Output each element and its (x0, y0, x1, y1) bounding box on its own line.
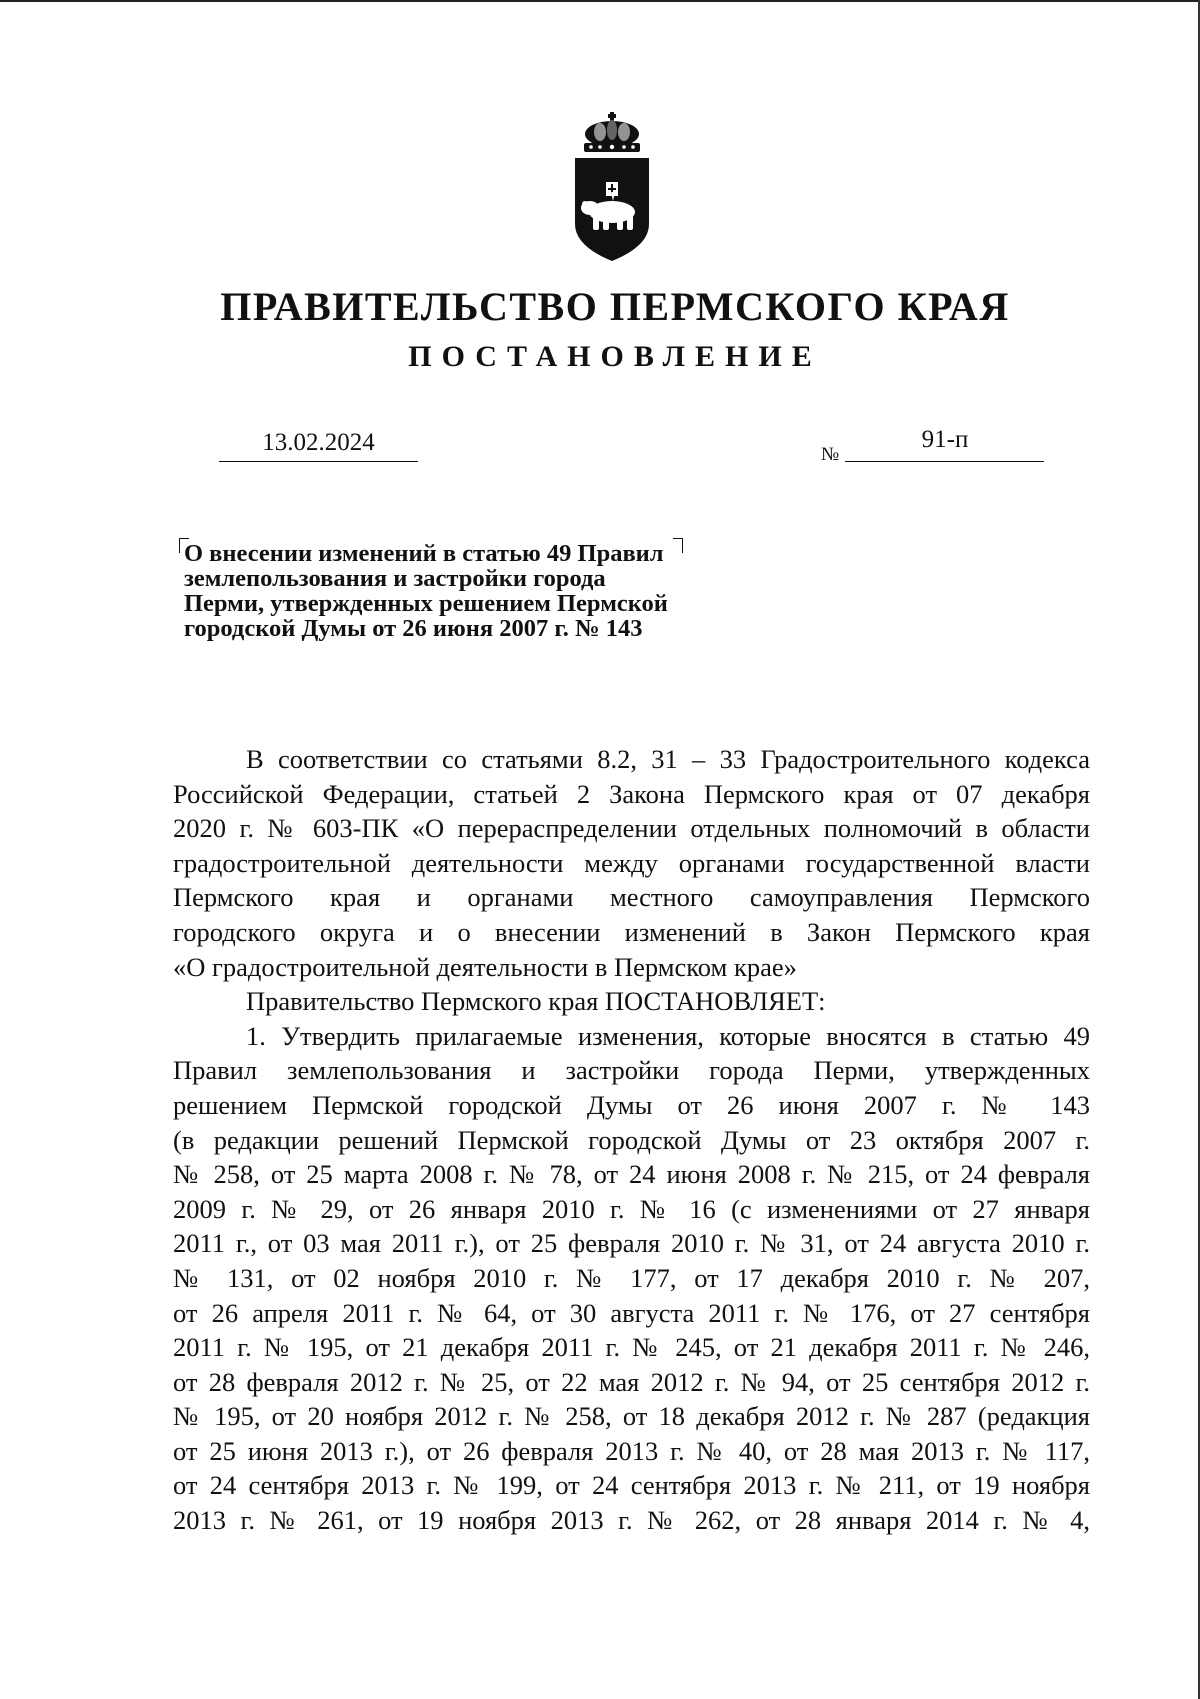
body-line: 1. Утвердить прилагаемые изменения, которые вносятся в статью 49 (246, 1020, 1090, 1051)
body-line: Правил землепользования и застройки города Перми, утвержденных (173, 1055, 1090, 1086)
document-body (173, 742, 1090, 1538)
body-line: от 26 апреля 2011 г. № 64, от 30 августа 2011 г. № 176, от 27 сентября (173, 1297, 1090, 1328)
crown-icon (584, 112, 640, 152)
body-line: Российской Федерации, статьей 2 Закона Пермского края от 07 декабря (173, 778, 1090, 809)
body-line: № 131, от 02 ноября 2010 г. № 177, от 17 декабря 2010 г. № 207, (173, 1262, 1090, 1293)
body-line: № 195, от 20 ноября 2012 г. № 258, от 18 декабря 2012 г. № 287 (редакция (173, 1401, 1090, 1432)
body-line: решением Пермской городской Думы от 26 июня 2007 г. № 143 (173, 1089, 1090, 1120)
body-line: от 25 июня 2013 г.), от 26 февраля 2013 г. № 40, от 28 мая 2013 г. № 117, (173, 1435, 1090, 1466)
subject-line: землепользования и застройки города (184, 565, 606, 592)
document-number: 91-п (921, 426, 969, 453)
body-line: № 258, от 25 марта 2008 г. № 78, от 24 июня 2008 г. № 215, от 24 февраля (173, 1159, 1090, 1190)
body-line: от 24 сентября 2013 г. № 199, от 24 сентября 2013 г. № 211, от 19 ноября (173, 1470, 1090, 1501)
document-subject (184, 541, 784, 641)
body-line: 2011 г., от 03 мая 2011 г.), от 25 февраля 2010 г. № 31, от 24 августа 2010 г. (173, 1228, 1090, 1259)
body-line: 2020 г. № 603-ПК «О перераспределении отдельных полномочий в области (173, 813, 1090, 844)
date-underline (219, 461, 418, 462)
body-line: (в редакции решений Пермской городской Думы от 23 октября 2007 г. (173, 1124, 1090, 1155)
number-underline (845, 461, 1044, 462)
scan-edge-top (0, 0, 1200, 2)
subject-line: О внесении изменений в статью 49 Правил (184, 540, 664, 567)
body-line: Пермского края и органами местного самоуправления Пермского (173, 882, 1090, 913)
coat-of-arms-emblem (567, 112, 657, 262)
number-label: № (821, 444, 840, 465)
subject-line: Перми, утвержденных решением Пермской (184, 590, 668, 617)
body-line: градостроительной деятельности между органами государственной власти (173, 847, 1090, 878)
resolution-line: Правительство Пермского края ПОСТАНОВЛЯЕТ: (246, 986, 826, 1017)
body-line: В соответствии со статьями 8.2, 31 – 33 Градостроительного кодекса (246, 744, 1090, 774)
document-type: ПОСТАНОВЛЕНИЕ (408, 340, 822, 373)
body-line: 2013 г. № 261, от 19 ноября 2013 г. № 262, от 28 января 2014 г. № 4, (173, 1505, 1090, 1536)
organization-title: ПРАВИТЕЛЬСТВО ПЕРМСКОГО КРАЯ (220, 284, 1010, 329)
body-line: 2009 г. № 29, от 26 января 2010 г. № 16 (с изменениями от 27 января (173, 1193, 1090, 1224)
body-line: 2011 г. № 195, от 21 декабря 2011 г. № 245, от 21 декабря 2011 г. № 246, (173, 1332, 1090, 1363)
body-line: городского округа и о внесении изменений в Закон Пермского края (173, 916, 1090, 947)
body-line: от 28 февраля 2012 г. № 25, от 22 мая 2012 г. № 94, от 25 сентября 2012 г. (173, 1366, 1090, 1397)
subject-line: городской Думы от 26 июня 2007 г. № 143 (184, 615, 643, 642)
document-date: 13.02.2024 (262, 429, 375, 456)
body-line: «О градостроительной деятельности в Пермском крае» (173, 951, 797, 982)
